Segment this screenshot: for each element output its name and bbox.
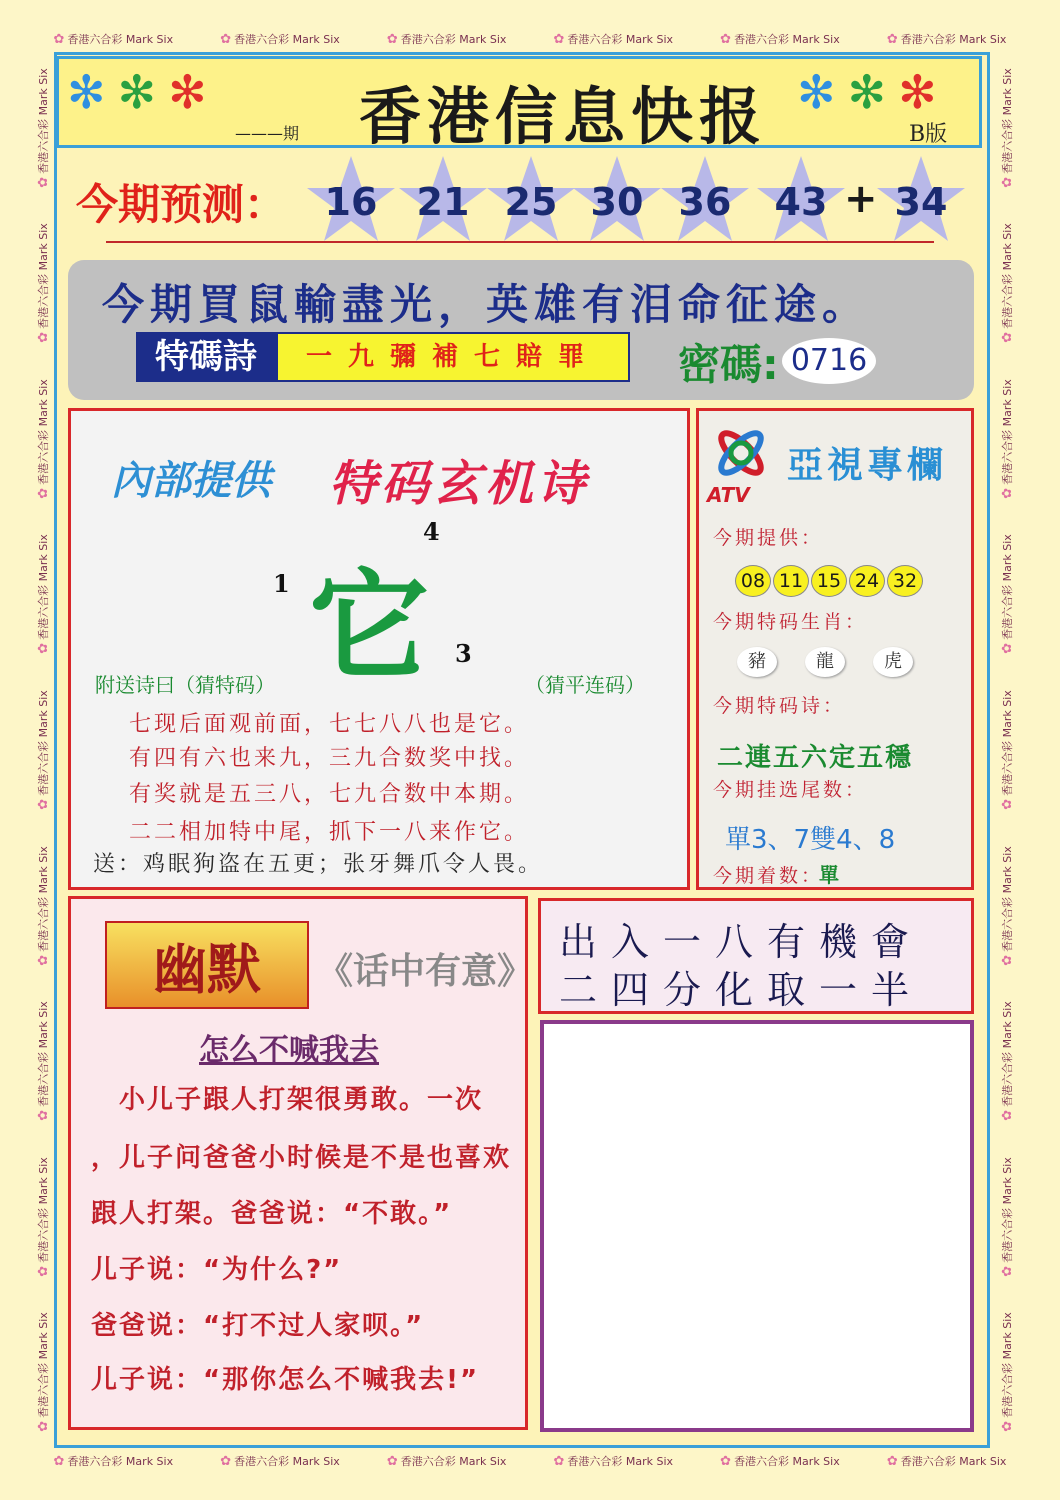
humor-subtitle: 《话中有意》 [317,951,534,992]
border-tag-text: 香港六合彩 Mark Six [900,33,1007,46]
code-label: 密碼: [678,340,779,389]
border-tag [35,1001,51,1121]
border-tag [35,379,51,499]
border-tag [999,534,1015,655]
predict-number: 16 [324,180,378,224]
banner-slogan: 今期買鼠輸盡光，英雄有泪命征途。 [102,280,871,329]
border-tag [35,534,51,655]
riddle-title-prefix: 內部提供 [111,458,271,504]
tail-numbers: 單3、7雙4、8 [725,825,896,855]
header [56,56,982,153]
odd-value: 單 [819,863,839,887]
stroke-number: 3 [455,639,472,668]
right-border-strip [996,50,1018,1450]
border-tag [35,845,51,966]
predict-number: 30 [590,180,644,224]
asterisk-icon: ✻ [67,65,118,119]
zodiac-item: 虎 [873,647,913,677]
prediction-row [66,150,966,250]
border-tag [35,1156,51,1277]
flower-icon: ✿ [35,176,51,188]
number-ball: 08 [735,565,771,597]
number-ball: 15 [811,565,847,597]
number-star [572,154,662,244]
border-tag-text: 香港六合彩 Mark Six [234,33,340,46]
blank-panel [540,1020,974,1432]
border-tag-text: 香港六合彩 Mark Six [1001,845,1014,952]
asterisk-icon: ✻ [117,65,169,119]
border-tag [35,1312,51,1432]
flower-icon: ✿ [720,31,732,47]
flower-icon: ✿ [999,643,1015,655]
asterisk-icon: ✻ [797,65,848,119]
story-line: ，儿子问爸爸小时候是不是也喜欢 [91,1143,512,1173]
flower-icon: ✿ [999,954,1015,966]
humor-badge-text: 幽默 [153,938,261,1001]
flower-icon: ✿ [999,176,1015,188]
border-tag-text: 香港六合彩 Mark Six [400,33,507,46]
flower-icon: ✿ [35,487,51,499]
border-tag-text: 香港六合彩 Mark Six [37,845,50,952]
border-tag [999,1156,1015,1277]
border-tag [54,1453,174,1469]
flower-icon: ✿ [35,954,51,966]
border-tag-text: 香港六合彩 Mark Six [37,223,50,330]
zodiac-item: 龍 [805,647,845,677]
verse-line: 七现后面观前面，七七八八也是它。 [129,712,530,737]
poem-text: 一九彌補七賠罪 [276,332,630,382]
code-value: 0716 [782,338,876,384]
flower-icons-left [67,65,219,119]
flower-icon: ✿ [53,31,65,47]
flower-icon: ✿ [220,31,232,47]
story-line: 爸爸说：“打不过人家呗。” [91,1311,425,1341]
border-tag [35,690,51,810]
calligraphy-line: 出入一八有機會 [559,920,924,964]
stroke-number: 4 [423,517,440,546]
border-tag [387,31,507,47]
border-tag-text: 香港六合彩 Mark Six [67,1455,174,1468]
tail-label: 今期挂选尾数： [713,779,868,801]
asterisk-icon: ✻ [168,65,219,119]
border-tag-text: 香港六合彩 Mark Six [1001,1156,1014,1263]
border-tag-text: 香港六合彩 Mark Six [37,67,50,174]
divider-line [106,241,934,243]
predict-number: 25 [504,180,558,224]
flower-icon: ✿ [553,31,565,47]
asterisk-icon: ✻ [898,65,949,119]
border-tag-text: 香港六合彩 Mark Six [400,1455,507,1468]
border-tag-text: 香港六合彩 Mark Six [37,1312,50,1419]
flower-icons-right [797,65,949,119]
border-tag-text: 香港六合彩 Mark Six [734,33,840,46]
flower-icon: ✿ [999,1265,1015,1277]
riddle-character: 它 [309,558,429,697]
border-tag [220,1453,340,1469]
border-tag-text: 香港六合彩 Mark Six [234,1455,340,1468]
top-border-strip [30,28,1030,50]
border-tag [999,1312,1015,1432]
humor-panel [68,896,534,1430]
border-tag [54,31,174,47]
predict-number: 43 [774,180,828,224]
border-tag-text: 香港六合彩 Mark Six [37,1001,50,1107]
border-tag [887,1453,1007,1469]
prediction-label: 今期预测： [76,180,287,229]
flower-icon: ✿ [386,1453,398,1469]
border-tag-text: 香港六合彩 Mark Six [37,1156,50,1263]
border-tag [999,379,1015,499]
number-ball: 32 [887,565,923,597]
border-tag-text: 香港六合彩 Mark Six [1001,1001,1014,1107]
verse-note: 附送诗曰（猜特码） [95,673,275,697]
plus-sign: + [844,176,878,222]
flower-icon: ✿ [35,1265,51,1277]
issue-number: ———期 [235,124,300,143]
border-tag [387,1453,507,1469]
riddle-title: 特码玄机诗 [329,456,590,512]
border-tag-text: 香港六合彩 Mark Six [1001,223,1014,330]
atv-title: 亞視專欄 [787,445,948,486]
border-tag-text: 香港六合彩 Mark Six [734,1455,840,1468]
border-tag [887,31,1007,47]
odd-label: 今期着数： [713,865,824,887]
atv-poem: 二連五六定五穩 [717,743,914,773]
border-tag-text: 香港六合彩 Mark Six [567,1455,674,1468]
story-line: 小儿子跟人打架很勇敢。一次 [91,1085,484,1115]
number-star [306,154,396,244]
riddle-panel [68,408,690,890]
story-line: 跟人打架。爸爸说：“不敢。” [91,1199,453,1229]
zodiac-item: 豬 [737,647,777,677]
border-tag [999,1001,1015,1121]
flower-icon: ✿ [386,31,398,47]
flower-icon: ✿ [35,1421,51,1432]
zodiac-label: 今期特码生肖： [713,611,868,633]
verse-note: （猜平连码） [525,673,645,697]
page-title: 香港信息快报 [359,80,768,153]
edition-label: B版 [909,122,948,147]
border-tag-text: 香港六合彩 Mark Six [1001,379,1014,485]
border-tag [999,845,1015,966]
flower-icon: ✿ [553,1453,565,1469]
atv-panel [696,408,974,890]
story-line: 儿子说：“为什么?” [91,1255,343,1285]
border-tag [999,690,1015,810]
predict-number: 36 [678,180,732,224]
border-tag [999,223,1015,344]
flower-icon: ✿ [886,31,898,47]
left-border-strip [32,50,54,1450]
border-tag-text: 香港六合彩 Mark Six [1001,534,1014,641]
number-star [756,154,846,244]
humor-badge [105,921,309,1009]
number-balls [735,565,923,597]
border-tag-text: 香港六合彩 Mark Six [37,379,50,485]
border-tag [720,1453,840,1469]
special-number: 34 [894,180,948,224]
border-tag [35,223,51,344]
flower-icon: ✿ [999,487,1015,499]
verse-line: 送：鸡眠狗盗在五更；张牙舞爪令人畏。 [93,852,544,877]
atv-logo-icon [711,425,771,481]
border-tag-text: 香港六合彩 Mark Six [1001,690,1014,796]
border-tag [35,67,51,188]
border-tag [720,31,840,47]
flower-icon: ✿ [53,1453,65,1469]
border-tag-text: 香港六合彩 Mark Six [67,33,174,46]
border-tag-text: 香港六合彩 Mark Six [1001,1312,1014,1419]
poem-label: 今期特码诗： [713,695,846,717]
verse-line: 有四有六也来九，三九合数奖中找。 [129,746,530,771]
verse-line: 有奖就是五三八，七九合数中本期。 [129,782,530,807]
border-tag-text: 香港六合彩 Mark Six [900,1455,1007,1468]
number-star [486,154,576,244]
border-tag-text: 香港六合彩 Mark Six [1001,67,1014,174]
flower-icon: ✿ [35,1109,51,1121]
border-tag-text: 香港六合彩 Mark Six [37,690,50,796]
border-tag [999,67,1015,188]
zodiac-list [737,647,913,677]
flower-icon: ✿ [999,1421,1015,1432]
border-tag [220,31,340,47]
calligraphy-line: 二四分化取一半 [559,968,924,1012]
predict-number: 21 [416,180,470,224]
provide-label: 今期提供： [713,527,824,549]
border-tag-text: 香港六合彩 Mark Six [37,534,50,641]
atv-logo-text: ATV [707,483,750,507]
calligraphy-box [538,898,974,1014]
flower-icon: ✿ [35,798,51,810]
number-ball: 11 [773,565,809,597]
flower-icon: ✿ [720,1453,732,1469]
verse-line: 二二相加特中尾，抓下一八来作它。 [129,820,530,845]
poem-label: 特碼詩 [136,332,276,382]
flower-icon: ✿ [999,798,1015,810]
flower-icon: ✿ [999,1109,1015,1121]
number-star [660,154,750,244]
flower-icon: ✿ [999,332,1015,344]
flower-icon: ✿ [35,332,51,344]
border-tag [554,31,674,47]
number-ball: 24 [849,565,885,597]
flower-icon: ✿ [886,1453,898,1469]
flower-icon: ✿ [35,643,51,655]
humor-title: 怎么不喊我去 [199,1033,379,1068]
stroke-number: 1 [273,569,290,598]
slogan-banner [68,260,974,400]
border-tag [554,1453,674,1469]
asterisk-icon: ✻ [847,65,899,119]
story-line: 儿子说：“那你怎么不喊我去!” [91,1365,480,1395]
special-number-star [876,154,966,244]
bottom-border-strip [30,1450,1030,1472]
flower-icon: ✿ [220,1453,232,1469]
number-star [398,154,488,244]
border-tag-text: 香港六合彩 Mark Six [567,33,674,46]
